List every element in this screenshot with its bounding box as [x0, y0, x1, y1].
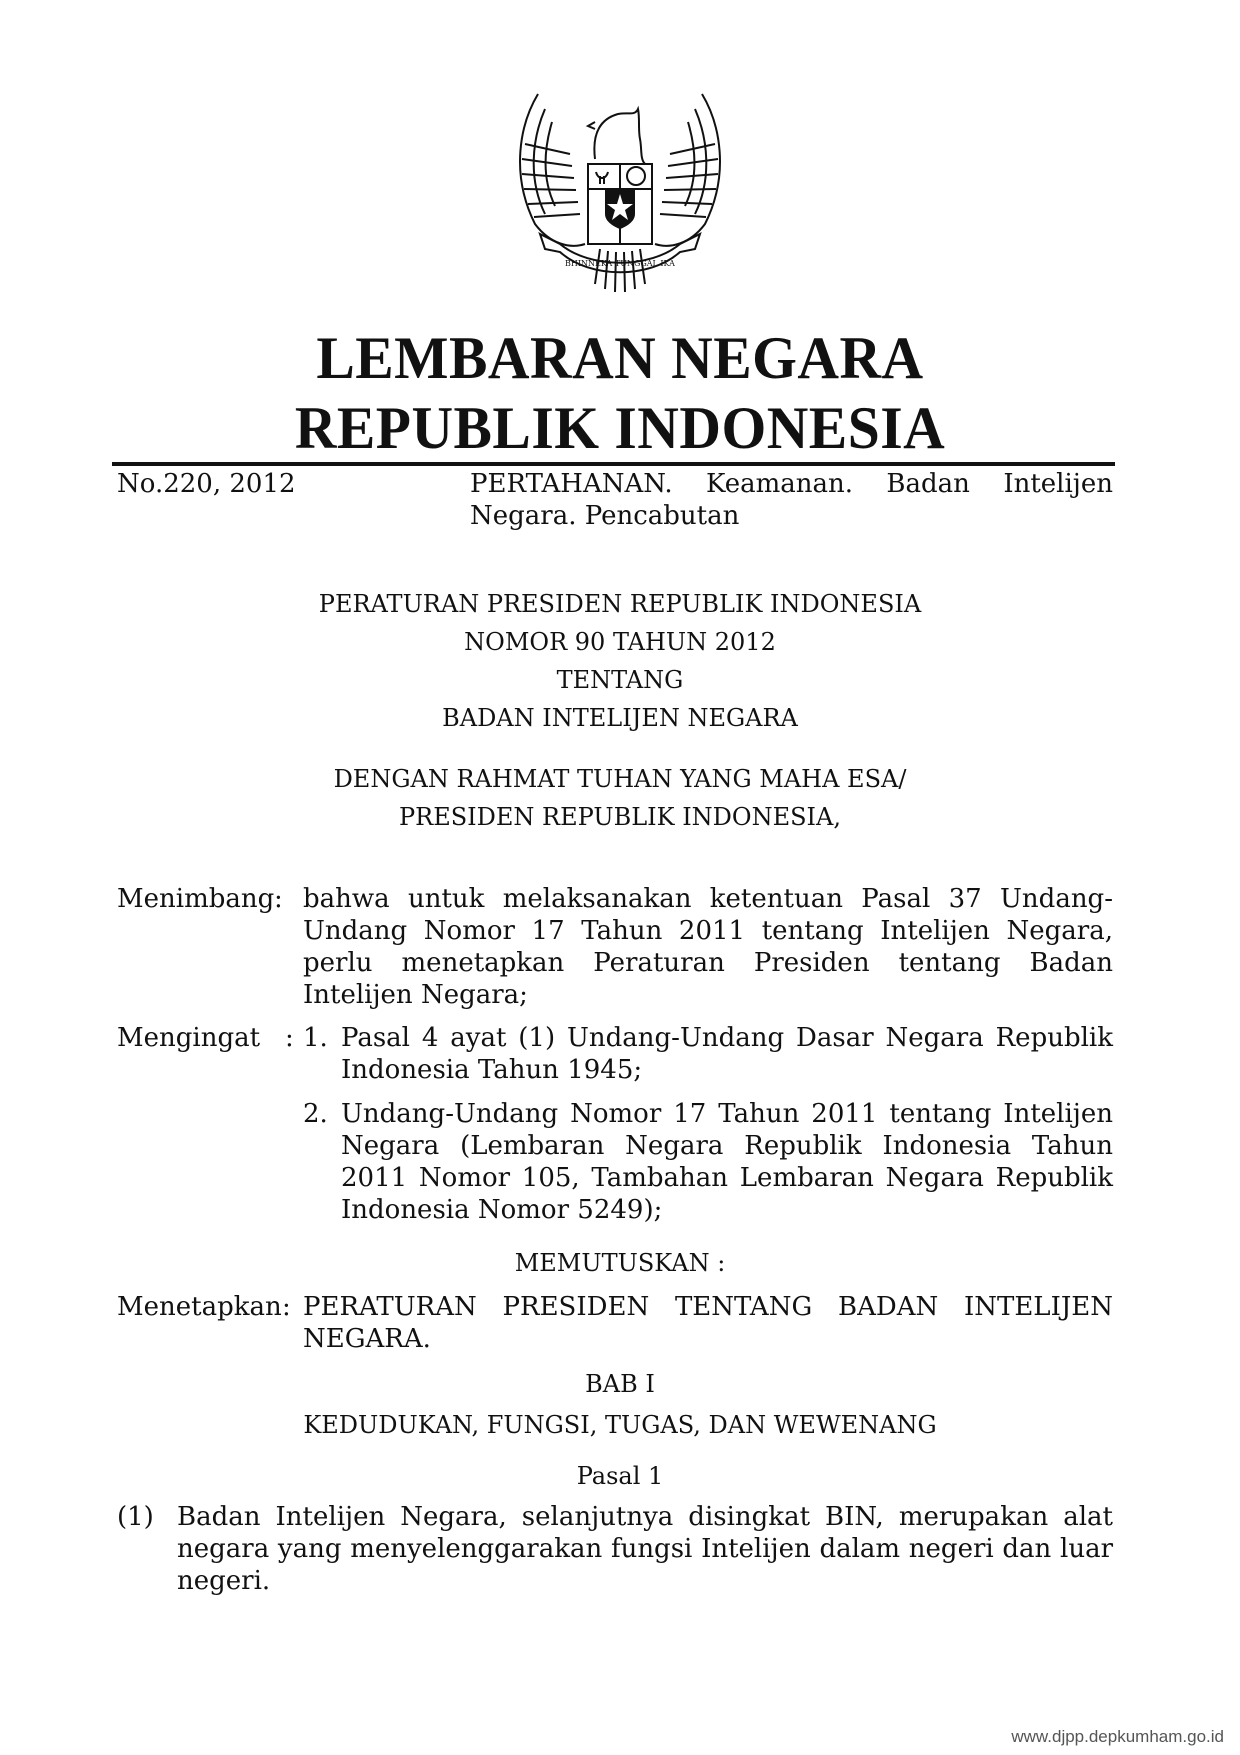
mengingat-line: Pasal 4 ayat (1) Undang-Undang Dasar Negara Republik	[341, 1023, 1113, 1053]
article-line: negeri.	[177, 1566, 271, 1596]
chapter-title: BAB I	[585, 1370, 655, 1398]
menetapkan-label: Menetapkan	[117, 1292, 282, 1322]
garuda-pancasila-emblem-icon	[500, 84, 740, 299]
gazette-topic-line2: Negara. Pencabutan	[470, 501, 740, 531]
masthead-line1: LEMBARAN NEGARA	[316, 325, 924, 391]
menetapkan-colon: :	[282, 1292, 291, 1322]
memutuskan-heading: MEMUTUSKAN :	[514, 1249, 726, 1277]
article-item-1	[177, 1501, 1113, 1597]
mengingat-item-1	[341, 1022, 1113, 1086]
menimbang-colon: :	[274, 884, 283, 914]
article-line: negara yang menyelenggarakan fungsi Intelijen dalam negeri dan luar	[177, 1534, 1113, 1564]
menimbang-line: Intelijen Negara;	[303, 980, 528, 1010]
masthead-line2: REPUBLIK INDONESIA	[294, 395, 946, 461]
article-line: Badan Intelijen Negara, selanjutnya disingkat BIN, merupakan alat	[177, 1502, 1113, 1532]
menimbang-line: perlu menetapkan Peraturan Presiden tentang Badan	[303, 948, 1113, 978]
mengingat-line: Indonesia Tahun 1945;	[341, 1055, 643, 1085]
gazette-topic-line1: PERTAHANAN. Keamanan. Badan Intelijen	[470, 469, 1113, 499]
regulation-subject: BADAN INTELIJEN NEGARA	[442, 704, 798, 732]
menetapkan-text	[303, 1291, 1113, 1355]
regulation-number: NOMOR 90 TAHUN 2012	[464, 628, 776, 656]
mengingat-colon: :	[285, 1023, 294, 1053]
gazette-number: No.220, 2012	[117, 469, 296, 499]
mengingat-line: Undang-Undang Nomor 17 Tahun 2011 tentang Intelijen	[341, 1099, 1113, 1129]
chapter-subtitle: KEDUDUKAN, FUNGSI, TUGAS, DAN WEWENANG	[303, 1411, 937, 1439]
footer-website-url: www.djpp.depkumham.go.id	[1011, 1727, 1224, 1746]
mengingat-item-2	[341, 1098, 1113, 1226]
regulation-tentang: TENTANG	[556, 666, 684, 694]
article-item-number: (1)	[117, 1502, 154, 1532]
mengingat-item-number: 1.	[303, 1023, 328, 1053]
masthead-divider	[112, 462, 1115, 466]
emblem-motto: BHINNEKA TUNGGAL IKA	[565, 259, 675, 268]
mengingat-label: Mengingat	[117, 1023, 261, 1053]
preamble-line1: DENGAN RAHMAT TUHAN YANG MAHA ESA/	[333, 765, 907, 793]
menimbang-text	[303, 883, 1113, 1011]
regulation-title-line1: PERATURAN PRESIDEN REPUBLIK INDONESIA	[318, 590, 922, 618]
menimbang-label: Menimbang	[117, 884, 275, 914]
menimbang-line: Undang Nomor 17 Tahun 2011 tentang Intelijen Negara,	[303, 916, 1113, 946]
mengingat-line: 2011 Nomor 105, Tambahan Lembaran Negara Republik	[341, 1163, 1113, 1193]
mengingat-line: Negara (Lembaran Negara Republik Indonesia Tahun	[341, 1131, 1113, 1161]
menimbang-line: bahwa untuk melaksanakan ketentuan Pasal 37 Undang-	[303, 884, 1113, 914]
preamble-line2: PRESIDEN REPUBLIK INDONESIA,	[398, 803, 841, 831]
menetapkan-line: NEGARA.	[303, 1324, 431, 1354]
gazette-topic	[470, 468, 1113, 532]
article-title: Pasal 1	[576, 1462, 664, 1490]
mengingat-item-number: 2.	[303, 1099, 328, 1129]
menetapkan-line: PERATURAN PRESIDEN TENTANG BADAN INTELIJEN	[303, 1292, 1113, 1322]
mengingat-line: Indonesia Nomor 5249);	[341, 1195, 663, 1225]
